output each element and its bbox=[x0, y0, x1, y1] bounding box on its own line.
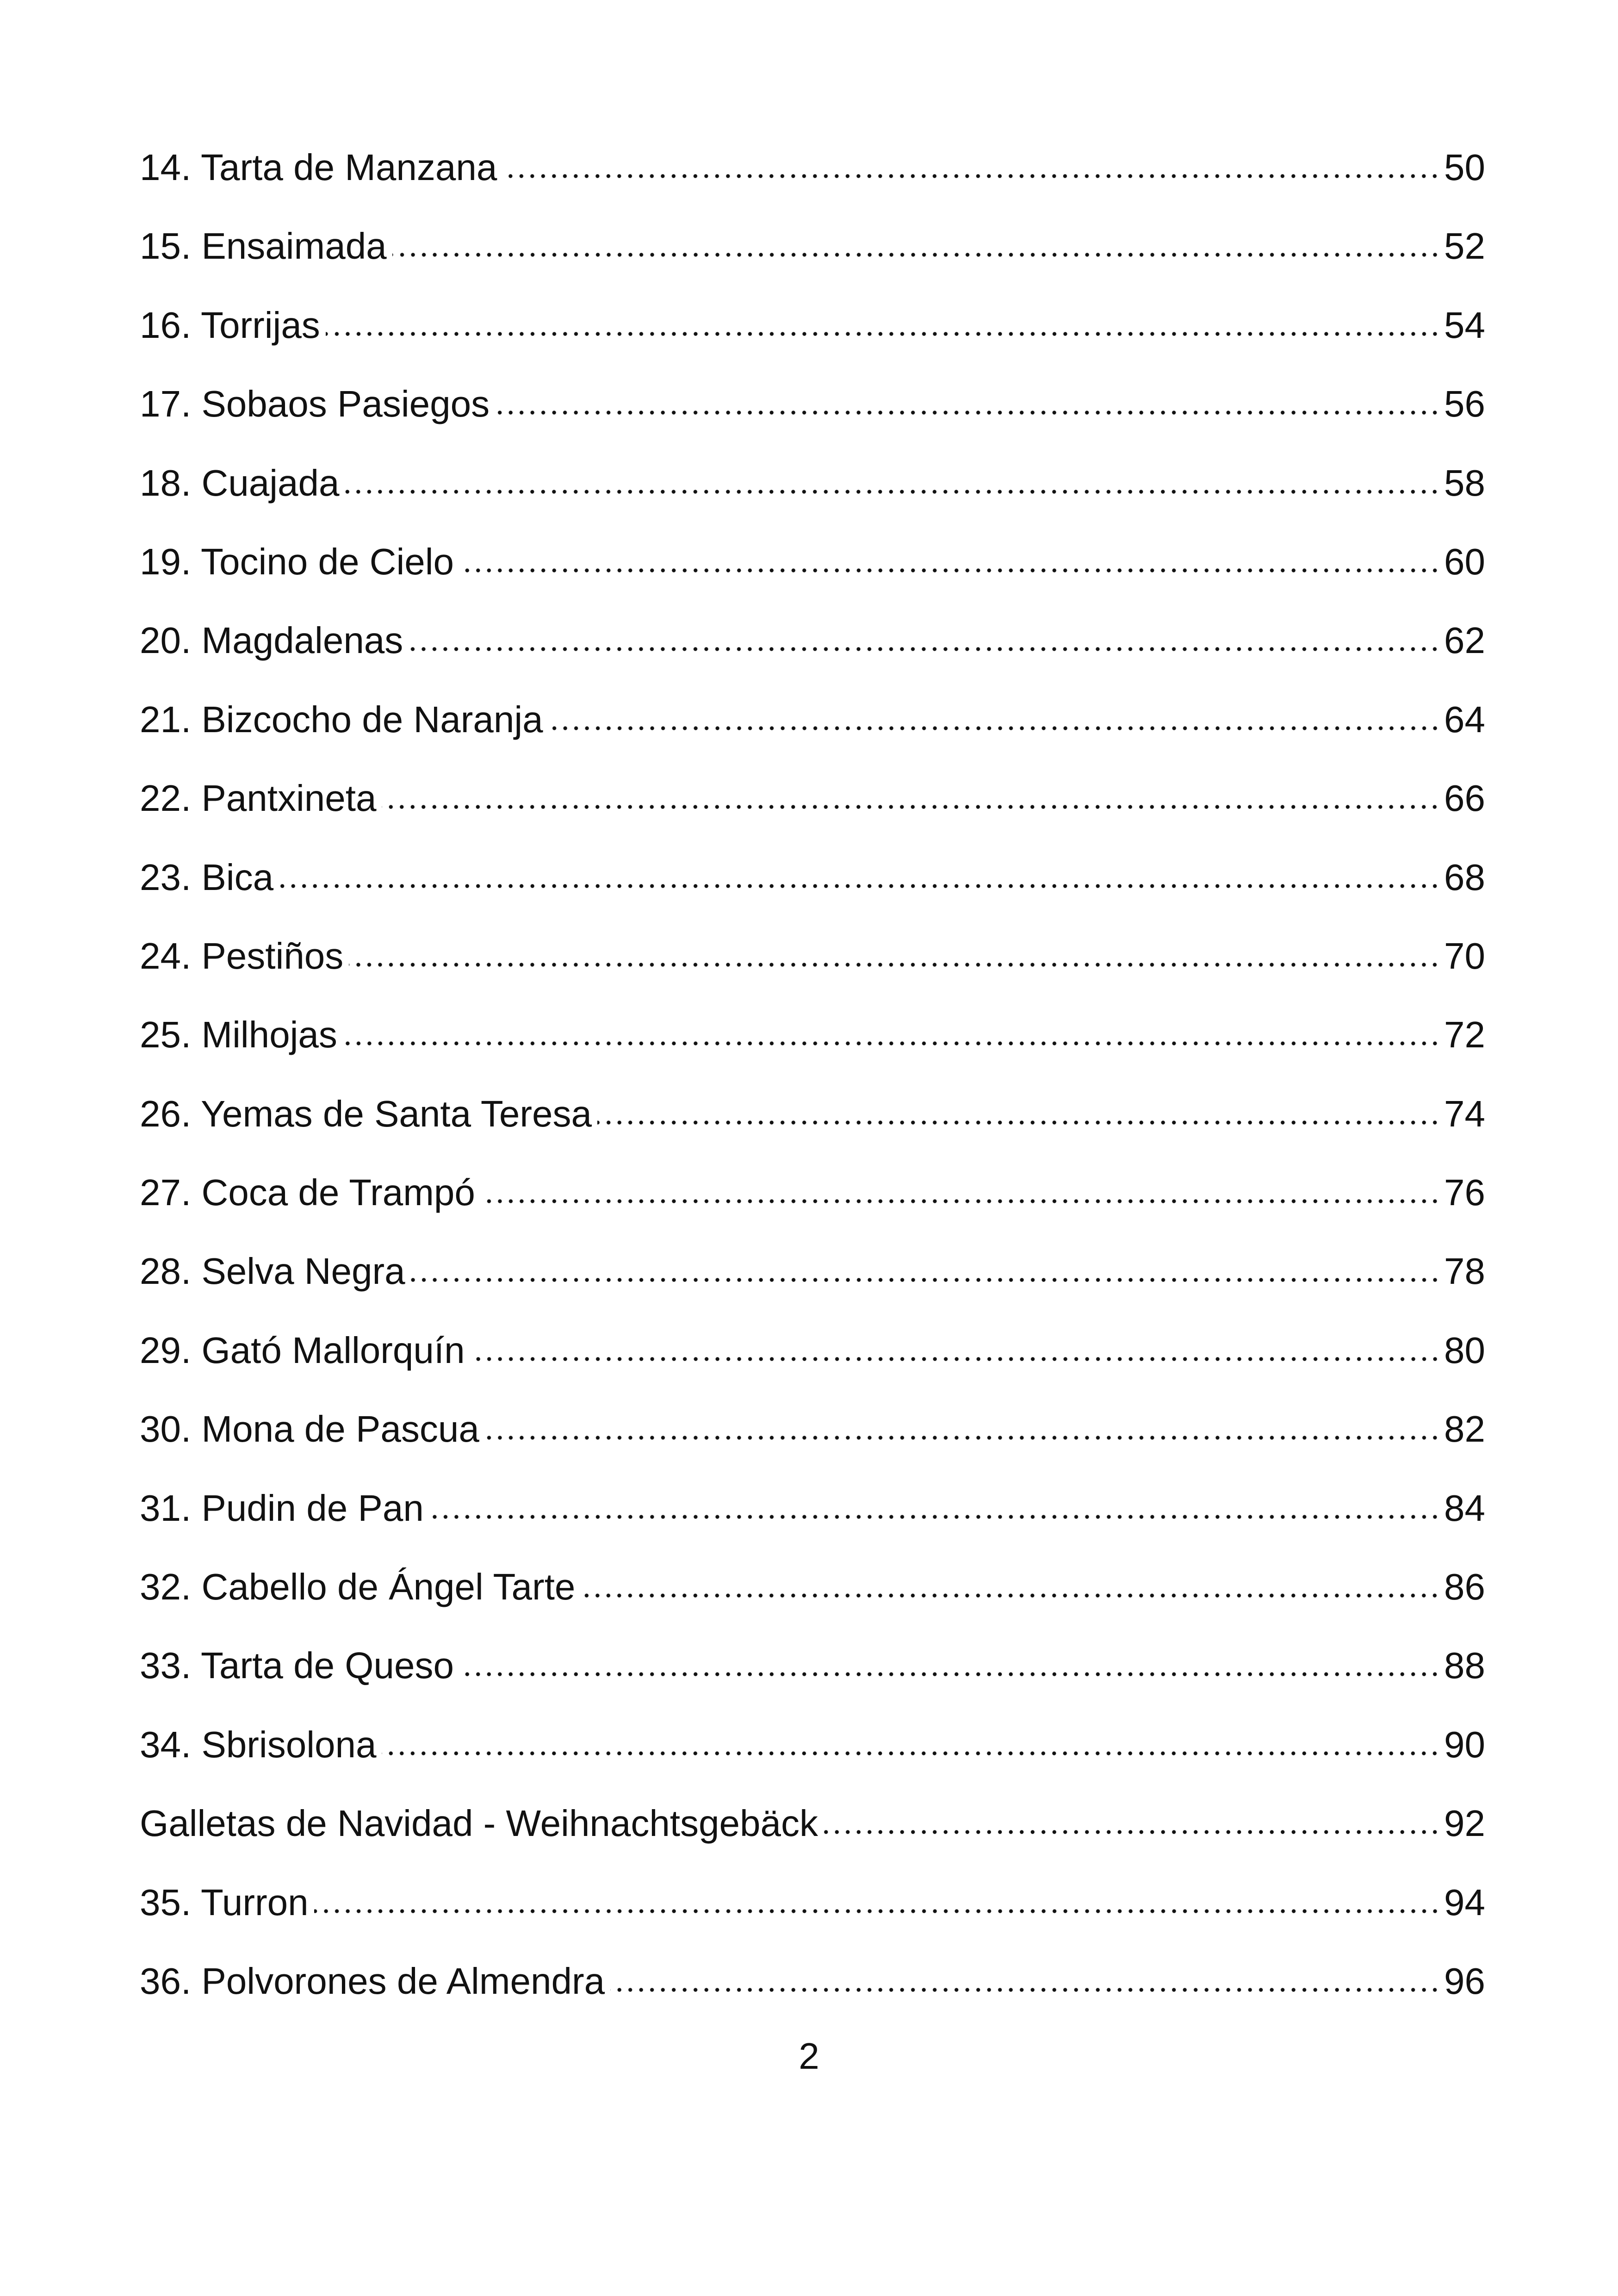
toc-dot-leader bbox=[343, 1010, 1440, 1047]
toc-entry-title: 36. Polvorones de Almendra bbox=[140, 1960, 605, 2002]
toc-entry[interactable] bbox=[140, 771, 1485, 849]
toc-entry[interactable] bbox=[140, 140, 1485, 218]
toc-entry[interactable] bbox=[140, 1954, 1485, 2032]
toc-entry-title: 17. Sobaos Pasiegos bbox=[140, 383, 490, 425]
toc-entry-page-number: 52 bbox=[1444, 225, 1485, 267]
toc-entry[interactable] bbox=[140, 1086, 1485, 1165]
toc-dot-leader bbox=[495, 380, 1440, 417]
toc-entry[interactable] bbox=[140, 1717, 1485, 1796]
toc-entry-title: 29. Gató Mallorquín bbox=[140, 1329, 465, 1371]
toc-entry[interactable] bbox=[140, 1481, 1485, 1559]
toc-entry-title: 22. Pantxineta bbox=[140, 778, 377, 819]
toc-entry[interactable] bbox=[140, 1007, 1485, 1086]
toc-dot-leader bbox=[314, 1878, 1440, 1915]
toc-entry-title: 34. Sbrisolona bbox=[140, 1724, 377, 1765]
toc-entry-title: 33. Tarta de Queso bbox=[140, 1645, 454, 1686]
toc-dot-leader bbox=[481, 1168, 1440, 1205]
toc-entry[interactable] bbox=[140, 928, 1485, 1007]
toc-entry-title: 15. Ensaimada bbox=[140, 225, 387, 267]
toc-entry-page-number: 56 bbox=[1444, 383, 1485, 425]
toc-entry-page-number: 94 bbox=[1444, 1881, 1485, 1923]
toc-entry-page-number: 90 bbox=[1444, 1724, 1485, 1765]
toc-entry[interactable] bbox=[140, 692, 1485, 771]
toc-entry-page-number: 62 bbox=[1444, 620, 1485, 661]
toc-dot-leader bbox=[345, 459, 1440, 496]
toc-dot-leader bbox=[485, 1405, 1440, 1442]
toc-entry[interactable] bbox=[140, 1559, 1485, 1638]
toc-entry-title: 24. Pestiños bbox=[140, 935, 344, 977]
toc-dot-leader bbox=[597, 1089, 1440, 1126]
toc-entry[interactable] bbox=[140, 1638, 1485, 1717]
toc-entry-title: 31. Pudin de Pan bbox=[140, 1487, 424, 1529]
toc-entry-page-number: 78 bbox=[1444, 1251, 1485, 1292]
toc-dot-leader bbox=[392, 222, 1440, 259]
toc-entry-page-number: 70 bbox=[1444, 935, 1485, 977]
toc-dot-leader bbox=[326, 301, 1440, 338]
toc-entry-page-number: 80 bbox=[1444, 1329, 1485, 1371]
toc-entry-title: 20. Magdalenas bbox=[140, 620, 403, 661]
toc-entry-title: 21. Bizcocho de Naranja bbox=[140, 698, 543, 740]
toc-dot-leader bbox=[549, 695, 1440, 732]
toc-entry-page-number: 64 bbox=[1444, 698, 1485, 740]
toc-entry[interactable] bbox=[140, 1323, 1485, 1401]
toc-entry[interactable] bbox=[140, 534, 1485, 613]
toc-dot-leader bbox=[824, 1799, 1440, 1836]
toc-entry-page-number: 54 bbox=[1444, 304, 1485, 346]
toc-entry-title: 30. Mona de Pascua bbox=[140, 1408, 479, 1450]
toc-dot-leader bbox=[502, 143, 1440, 180]
page-number: 2 bbox=[799, 2035, 819, 2077]
toc-entry-page-number: 76 bbox=[1444, 1172, 1485, 1213]
toc-entry[interactable] bbox=[140, 1875, 1485, 1954]
toc-entry-title: 16. Torrijas bbox=[140, 304, 320, 346]
toc-entry-page-number: 74 bbox=[1444, 1093, 1485, 1134]
toc-dot-leader bbox=[471, 1326, 1440, 1363]
toc-entry[interactable] bbox=[140, 376, 1485, 455]
table-of-contents bbox=[140, 140, 1485, 2032]
toc-entry[interactable] bbox=[140, 613, 1485, 691]
toc-entry[interactable] bbox=[140, 1244, 1485, 1322]
toc-entry-page-number: 86 bbox=[1444, 1566, 1485, 1608]
toc-dot-leader bbox=[382, 1720, 1440, 1757]
toc-entry-page-number: 66 bbox=[1444, 778, 1485, 819]
toc-entry-page-number: 88 bbox=[1444, 1645, 1485, 1686]
toc-entry-page-number: 84 bbox=[1444, 1487, 1485, 1529]
toc-entry-page-number: 58 bbox=[1444, 462, 1485, 504]
toc-entry[interactable] bbox=[140, 1796, 1485, 1874]
toc-dot-leader bbox=[459, 1641, 1440, 1678]
toc-entry-page-number: 50 bbox=[1444, 147, 1485, 188]
toc-entry-title: 18. Cuajada bbox=[140, 462, 340, 504]
toc-entry-title: 19. Tocino de Cielo bbox=[140, 541, 454, 582]
toc-entry-title: 26. Yemas de Santa Teresa bbox=[140, 1093, 592, 1134]
toc-dot-leader bbox=[409, 616, 1440, 653]
toc-entry[interactable] bbox=[140, 1165, 1485, 1244]
toc-entry-title: 35. Turron bbox=[140, 1881, 309, 1923]
toc-entry-title: 25. Milhojas bbox=[140, 1014, 337, 1056]
toc-dot-leader bbox=[459, 537, 1440, 574]
toc-entry-title: Galletas de Navidad - Weihnachtsgebäck bbox=[140, 1803, 818, 1844]
toc-entry-title: 14. Tarta de Manzana bbox=[140, 147, 497, 188]
toc-dot-leader bbox=[411, 1247, 1440, 1284]
toc-entry-page-number: 68 bbox=[1444, 856, 1485, 898]
toc-entry-page-number: 72 bbox=[1444, 1014, 1485, 1056]
toc-dot-leader bbox=[349, 932, 1440, 969]
toc-dot-leader bbox=[279, 853, 1440, 890]
toc-dot-leader bbox=[382, 774, 1440, 811]
toc-entry[interactable] bbox=[140, 218, 1485, 297]
toc-entry[interactable] bbox=[140, 455, 1485, 534]
toc-dot-leader bbox=[610, 1957, 1440, 1994]
toc-entry[interactable] bbox=[140, 1401, 1485, 1480]
toc-entry-title: 28. Selva Negra bbox=[140, 1251, 405, 1292]
toc-entry-title: 27. Coca de Trampó bbox=[140, 1172, 475, 1213]
toc-dot-leader bbox=[429, 1484, 1440, 1521]
toc-entry[interactable] bbox=[140, 850, 1485, 928]
toc-entry-page-number: 82 bbox=[1444, 1408, 1485, 1450]
toc-entry-title: 32. Cabello de Ángel Tarte bbox=[140, 1566, 576, 1608]
toc-entry-title: 23. Bica bbox=[140, 856, 274, 898]
toc-dot-leader bbox=[581, 1562, 1440, 1599]
toc-entry-page-number: 96 bbox=[1444, 1960, 1485, 2002]
toc-entry-page-number: 60 bbox=[1444, 541, 1485, 582]
toc-entry-page-number: 92 bbox=[1444, 1803, 1485, 1844]
toc-entry[interactable] bbox=[140, 298, 1485, 376]
